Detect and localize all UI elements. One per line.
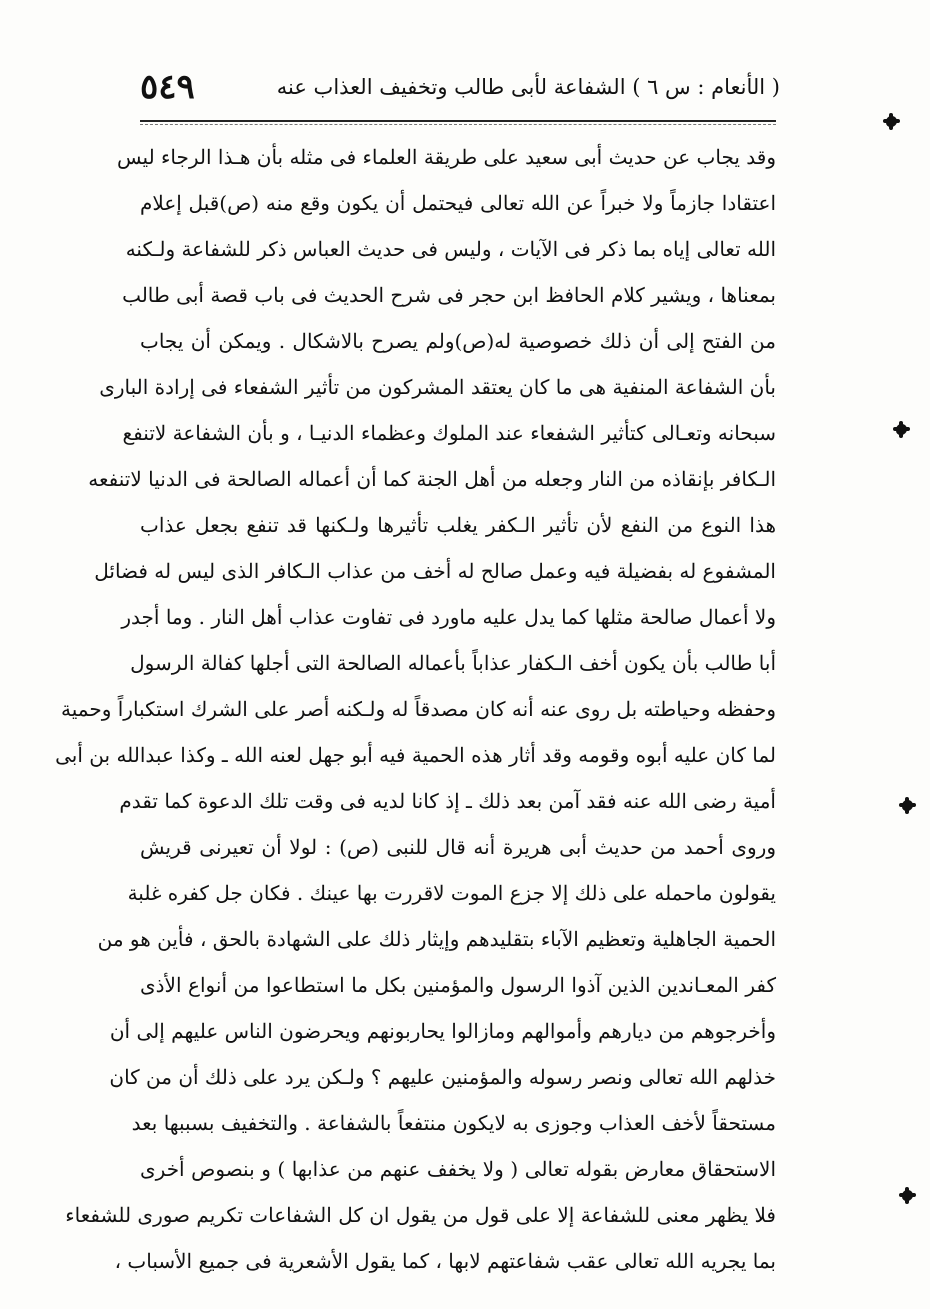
text-line: من الفتح إلى أن ذلك خصوصية له(ص)ولم يصرح بالاشكال . ويمكن أن يجاب <box>140 329 776 353</box>
header-rule-dotted <box>140 124 776 125</box>
scan-punch-mark <box>902 800 913 811</box>
text-line: فلا يظهر معنى للشفاعة إلا على قول من يقول ان كل الشفاعات تكريم صورى للشفعاء <box>65 1203 776 1227</box>
text-line: مستحقاً لأخف العذاب وجوزى به لايكون منتفعاً بالشفاعة . والتخفيف بسببها بعد <box>131 1111 776 1135</box>
text-line: الحمية الجاهلية وتعظيم الآباء بتقليدهم وإيثار ذلك على الشهادة بالحق ، فأين هو من <box>97 927 776 951</box>
scan-punch-mark <box>896 424 907 435</box>
scan-punch-mark <box>886 116 897 127</box>
text-line: الـكافر بإنقاذه من النار وجعله من أهل الجنة كما أن أعماله الصالحة فى الدنيا لاتنفعه <box>88 467 776 491</box>
text-line: كفر المعـاندين الذين آذوا الرسول والمؤمنين بكل ما استطاعوا من أنواع الأذى <box>140 973 776 997</box>
text-line: الاستحقاق معارض بقوله تعالى ( ولا يخفف عنهم من عذابها ) و بنصوص أخرى <box>140 1157 776 1181</box>
scan-punch-mark <box>902 1190 913 1201</box>
text-line: وقد يجاب عن حديث أبى سعيد على طريقة العلماء فى مثله بأن هـذا الرجاء ليس <box>117 145 776 169</box>
text-line: أبا طالب بأن يكون أخف الـكفار عذاباً بأعماله الصالحة التى أجلها كفالة الرسول <box>130 651 776 675</box>
text-line: بأن الشفاعة المنفية هى ما كان يعتقد المشركون من تأثير الشفعاء فى إرادة البارى <box>99 375 776 399</box>
text-line: وروى أحمد من حديث أبى هريرة أنه قال للنبى (ص) : لولا أن تعيرنى قريش <box>140 835 776 859</box>
text-line: سبحانه وتعـالى كتأثير الشفعاء عند الملوك وعظماء الدنيـا ، و بأن الشفاعة لاتنفع <box>122 421 776 445</box>
text-line: أمية رضى الله عنه فقد آمن بعد ذلك ـ إذ كانا لديه فى وقت تلك الدعوة كما تقدم <box>119 789 776 813</box>
text-line: الله تعالى إياه بما ذكر فى الآيات ، وليس فى حديث العباس ذكر للشفاعة ولـكنه <box>125 237 776 261</box>
header-rule <box>140 120 776 122</box>
text-line: اعتقادا جازماً ولا خبراً عن الله تعالى فيحتمل أن يكون وقع منه (ص)قبل إعلام <box>140 191 776 215</box>
text-line: ولا أعمال صالحة مثلها كما يدل عليه ماورد فى تفاوت عذاب أهل النار . وما أجدر <box>121 605 776 629</box>
page-number: ٥٤٩ <box>140 67 195 107</box>
running-title: ( الأنعام : س ٦ ) الشفاعة لأبى طالب وتخفيف العذاب عنه <box>276 75 780 99</box>
text-line: المشفوع له بفضيلة فيه وعمل صالح له أخف من عذاب الـكافر الذى ليس له فضائل <box>94 559 776 583</box>
text-line: يقولون ماحمله على ذلك إلا جزع الموت لاقررت بها عينك . فكان جل كفره غلبة <box>127 881 776 905</box>
text-line: هذا النوع من النفع لأن تأثير الـكفر يغلب تأثيرها ولـكنها قد تنفع بجعل عذاب <box>140 513 776 537</box>
page-header <box>140 62 780 112</box>
text-line: لما كان عليه أبوه وقومه وقد أثار هذه الحمية فيه أبو جهل لعنه الله ـ وكذا عبدالله بن أبى <box>55 743 776 767</box>
text-line: خذلهم الله تعالى ونصر رسوله والمؤمنين عليهم ؟ ولـكن يرد على ذلك أن من كان <box>109 1065 776 1089</box>
text-line: وحفظه وحياطته بل روى عنه أنه كان مصدقاً له ولـكنه أصر على الشرك استكباراً وحمية <box>61 697 776 721</box>
text-line: بما يجريه الله تعالى عقب شفاعتهم لابها ، كما يقول الأشعرية فى جميع الأسباب ، <box>114 1249 776 1273</box>
text-line: بمعناها ، ويشير كلام الحافظ ابن حجر فى شرح الحديث فى باب قصة أبى طالب <box>122 283 776 307</box>
text-line: وأخرجوهم من ديارهم وأموالهم ومازالوا يحاربونهم ويحرضون الناس عليهم إلى أن <box>109 1019 776 1043</box>
body-text <box>55 134 776 1284</box>
